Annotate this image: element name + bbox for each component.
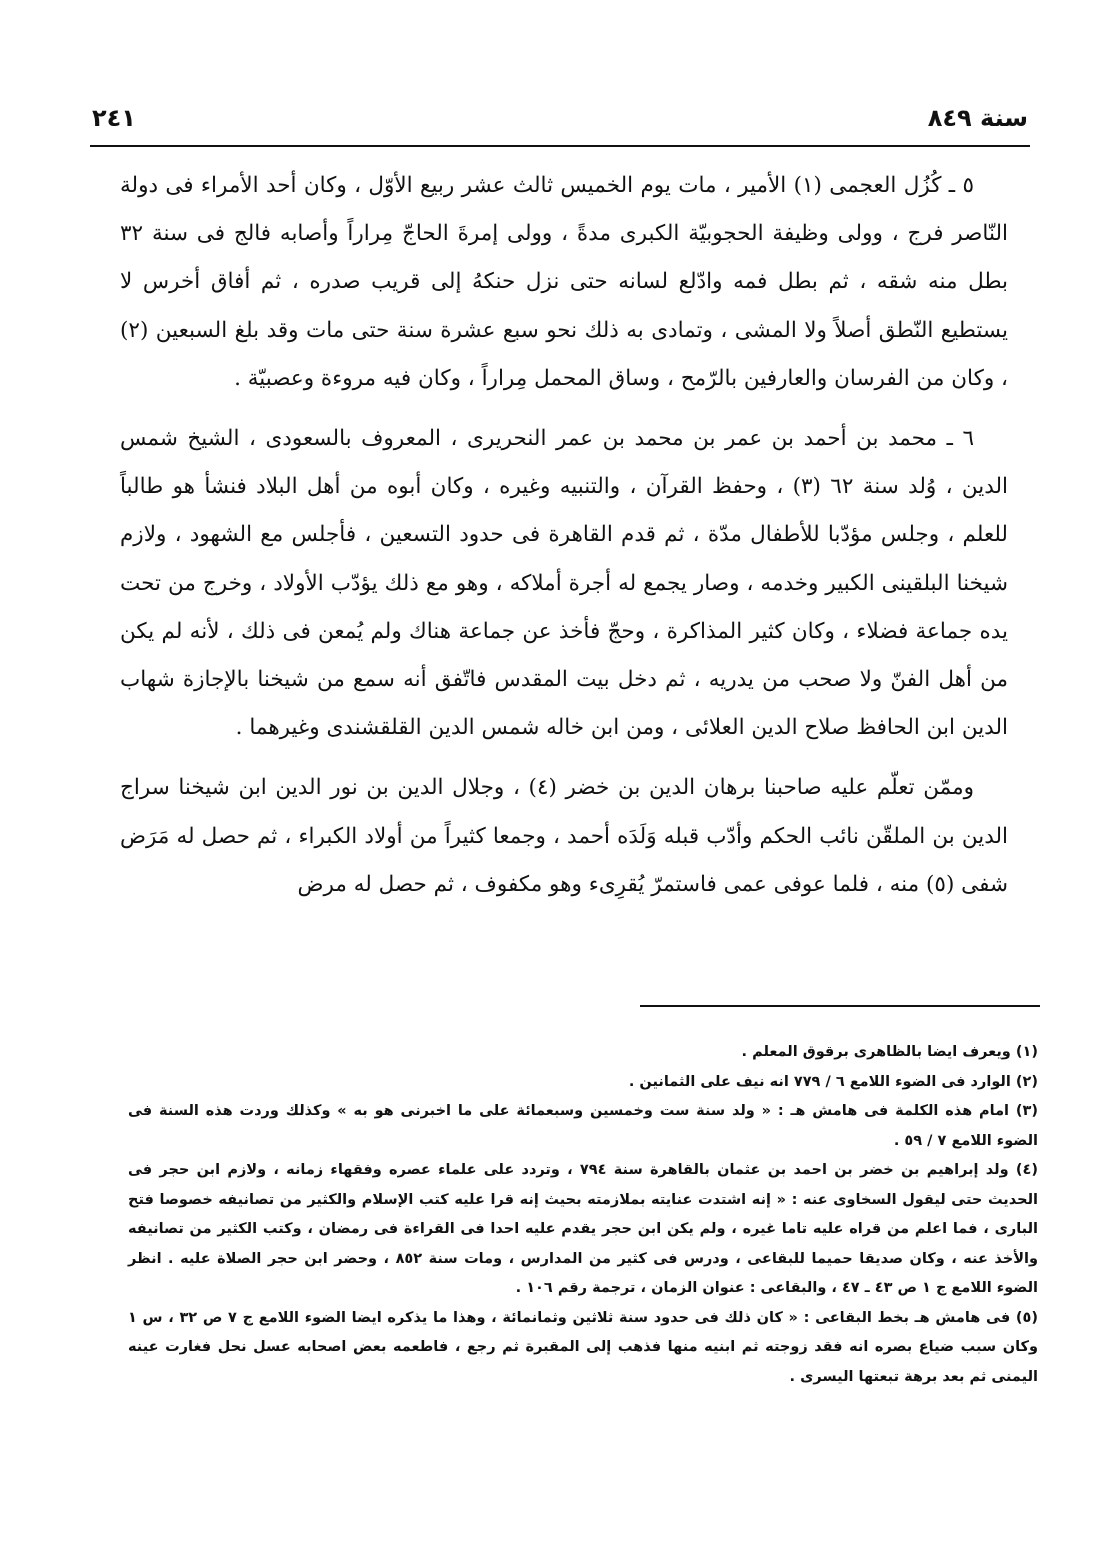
page-number: ٢٤١ (92, 104, 136, 132)
footnotes (128, 1038, 1038, 1392)
header-divider (90, 145, 1030, 147)
footnote-3: (٣) امام هذه الكلمة فى هامش هـ : « ولد سنة ست وخمسين وسبعمائة على ما اخبرنى هو به » وكذلك وردت هذه السنة فى الضوء اللامع ٧ / ٥٩ . (128, 1103, 1038, 1149)
main-text (120, 162, 1008, 921)
entry-kuzul-al-ajami: ٥ ـ كُزُل العجمى (١) الأمير ، مات يوم الخميس ثالث عشر ربيع الأوّل ، وكان أحد الأمراء فى دولة النّاصر فرج ، وولى وظيفة الحجوبيّة الكبرى مدةً ، وولى إمرةَ الحاجّ مِراراً وأصابه فالج فى سنة ٣٢ بطل منه شقه ، ثم بطل فمه وادّلع لسانه حتى نزل حنكهُ إلى قريب صدره ، ثم أفاق أخرس لا يستطيع النّطق أصلاً ولا المشى ، وتمادى به ذلك نحو سبع عشرة سنة حتى مات وقد بلغ السبعين (٢) ، وكان من الفرسان والعارفين بالرّمح ، وساق المحمل مِراراً ، وكان فيه مروءة وعصبيّة . (120, 173, 1008, 391)
year-heading: سنة ٨٤٩ (927, 104, 1028, 132)
footnote-1: (١) ويعرف ايضا بالظاهرى برقوق المعلم . (741, 1044, 1038, 1060)
footnote-5: (٥) فى هامش هـ بخط البقاعى : « كان ذلك فى حدود سنة ثلاثين وثمانمائة ، وهذا ما يذكره ايضا الضوء اللامع ج ٧ ص ٣٢ ، س ١ وكان سبب ضياع بصره انه فقد زوجته ثم ابنيه منها فذهب إلى المقبرة ثم رجع ، فاطعمه بعض اصحابه عسل نحل فغارت عينه اليمنى ثم بعد برهة تبعتها اليسرى . (128, 1309, 1038, 1385)
footnote-4: (٤) ولد إبراهيم بن خضر بن احمد بن عثمان بالقاهرة سنة ٧٩٤ ، وتردد على علماء عصره وفقهاء زمانه ، ولازم ابن حجر فى الحديث حتى ليقول السخاوى عنه : « إنه اشتدت عنايته بملازمته بحيث إنه قرا عليه كتب الإسلام والكثير من تصانيفه خصوصا فتح البارى ، فما اعلم من قراه عليه تاما غيره ، ولم يكن ابن حجر يقدم عليه احدا فى القراءة فى رمضان ، وكتب الكثير من تصانيفه والأخذ عنه ، وكان صديقا حميما للبقاعى ، ودرس فى كثير من المدارس ، ومات سنة ٨٥٢ ، وحضر ابن حجر الصلاة عليه . انظر الضوء اللامع ج ١ ص ٤٣ ـ ٤٧ ، والبقاعى : عنوان الزمان ، ترجمة رقم ١٠٦ . (128, 1162, 1038, 1296)
entry-muhammad-al-nahriri: ٦ ـ محمد بن أحمد بن عمر بن محمد بن عمر النحريرى ، المعروف بالسعودى ، الشيخ شمس الدين ، وُلد سنة ٦٢ (٣) ، وحفظ القرآن ، والتنبيه وغيره ، وكان أبوه من أهل البلاد فنشأ هو طالباً للعلم ، وجلس مؤدّبا للأطفال مدّة ، ثم قدم القاهرة فى حدود التسعين ، فأجلس مع الشهود ، ولازم شيخنا البلقينى الكبير وخدمه ، وصار يجمع له أجرة أملاكه ، وهو مع ذلك يؤدّب الأولاد ، وخرج من تحت يده جماعة فضلاء ، وكان كثير المذاكرة ، وحجّ فأخذ عن جماعة هناك ولم يُمعن فى ذلك ، لأنه لم يكن من أهل الفنّ ولا صحب من يدريه ، ثم دخل بيت المقدس فاتّفق أنه سمع من شيخنا بالإجازة شهاب الدين ابن الحافظ صلاح الدين العلائى ، ومن ابن خاله شمس الدين القلقشندى وغيرهما . (120, 426, 1008, 741)
entry-students-paragraph: وممّن تعلّم عليه صاحبنا برهان الدين بن خضر (٤) ، وجلال الدين بن نور الدين ابن شيخنا سراج الدين بن الملقّن نائب الحكم وأدّب قبله وَلَدَه أحمد ، وجمعا كثيراً من أولاد الكبراء ، ثم حصل له مَرَض شفى (٥) منه ، فلما عوفى عمى فاستمرّ يُقرِىء وهو مكفوف ، ثم حصل له مرض (120, 775, 1008, 897)
footnote-divider (640, 1005, 1040, 1007)
running-header (92, 98, 1028, 138)
footnote-2: (٢) الوارد فى الضوء اللامع ٦ / ٧٧٩ انه نيف على الثمانين . (628, 1073, 1038, 1090)
